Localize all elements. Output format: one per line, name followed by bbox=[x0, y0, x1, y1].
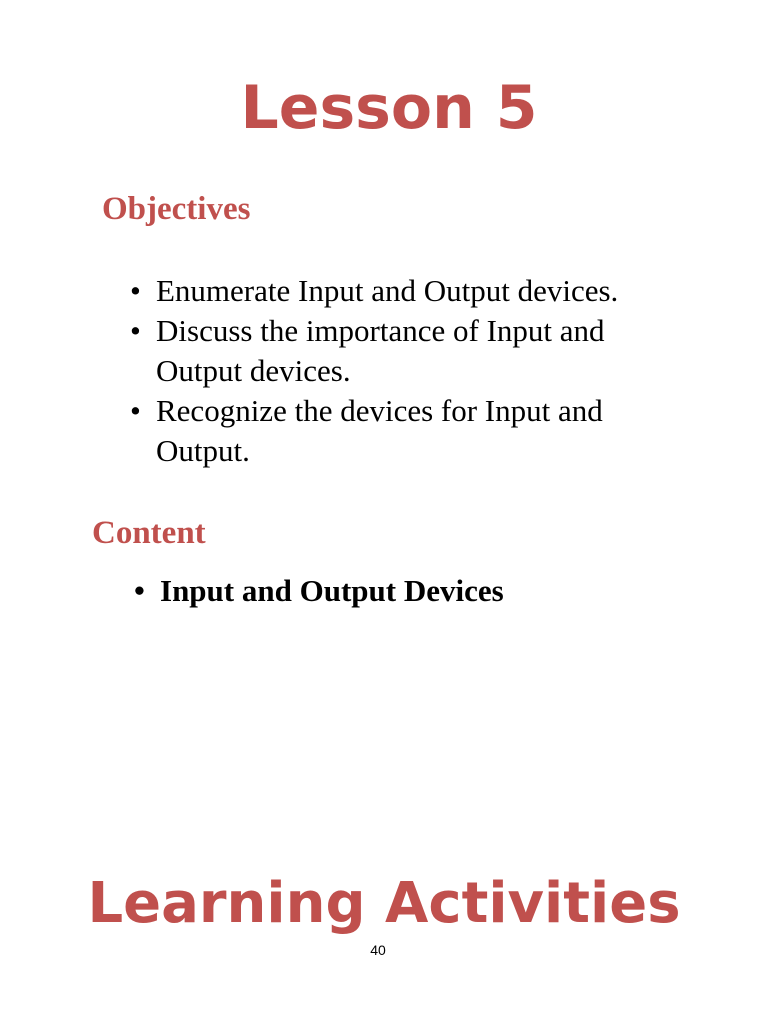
learning-activities-heading: Learning Activities bbox=[87, 871, 681, 936]
objective-text: Enumerate Input and Output devices. bbox=[156, 273, 619, 308]
content-item bbox=[134, 571, 694, 611]
content-text: Input and Output Devices bbox=[160, 573, 504, 608]
bullet-icon: • bbox=[130, 393, 141, 428]
page-number: 40 bbox=[370, 942, 386, 958]
content-heading: Content bbox=[92, 515, 206, 551]
objective-item bbox=[130, 391, 690, 471]
objectives-list bbox=[130, 271, 690, 471]
bullet-icon: • bbox=[130, 313, 141, 348]
content-list bbox=[134, 571, 694, 611]
objectives-heading: Objectives bbox=[102, 191, 251, 227]
bullet-icon: • bbox=[134, 573, 145, 608]
objective-text: Recognize the devices for Input and Output. bbox=[156, 393, 603, 468]
objective-item bbox=[130, 271, 690, 311]
lesson-title: Lesson 5 bbox=[240, 73, 538, 143]
objective-item bbox=[130, 311, 690, 391]
objective-text: Discuss the importance of Input and Output devices. bbox=[156, 313, 605, 388]
bullet-icon: • bbox=[130, 273, 141, 308]
